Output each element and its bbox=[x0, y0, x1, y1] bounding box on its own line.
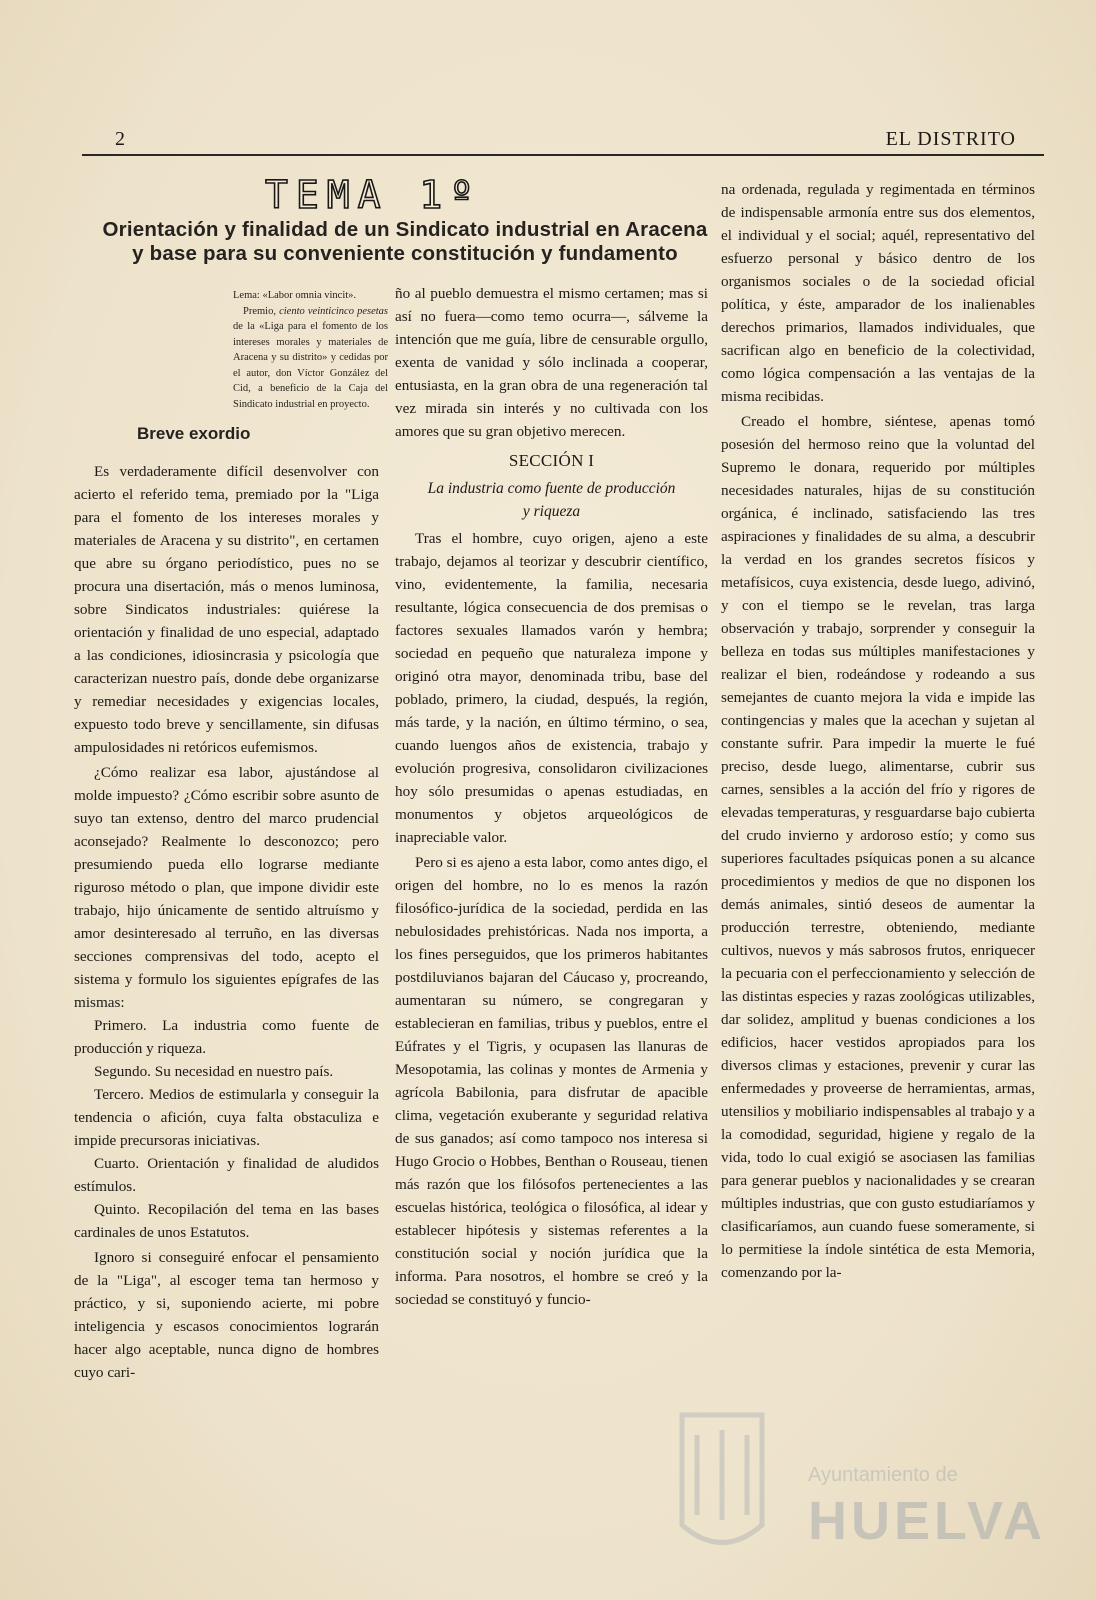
list-item: Primero. La industria como fuente de producción y riqueza. bbox=[74, 1017, 379, 1057]
paragraph: Es verdaderamente difícil desenvolver con acierto el referido tema, premiado por la "Liga para el fomento de los intereses morales y materiales de Aracena y su distrito", en certamen que abre su órgano periodístico, pues no se procura una disertación, más o menos luminosa, sobre Sindicatos industriales: quiérese la orientación y finalidad de uno especial, adaptado a las condiciones, idiosincrasia y psicología que caracterizan nuestro país, donde debe organizarse y remediar necesidades y exigencias locales, expuesto todo breve y sencillamente, sin difusas ampulosidades ni retóricos eufemismos. bbox=[74, 463, 379, 756]
list-item: Cuarto. Orientación y finalidad de aludidos estímulos. bbox=[74, 1155, 379, 1195]
section-subtitle-line1: La industria como fuente de producción bbox=[427, 480, 676, 497]
paragraph: Ignoro si conseguiré enfocar el pensamiento de la "Liga", al escoger tema tan hermoso y práctico, y si, suponiendo acierte, mi pobre inteligencia y escasos conocimientos lograrán hacer algo aceptable, nunca digno de hombres cuyo cari- bbox=[74, 1249, 379, 1381]
article-title-line2: y base para su conveniente constitución y fundamento bbox=[132, 242, 678, 265]
lema-prize bbox=[233, 304, 388, 413]
article-title bbox=[80, 218, 730, 266]
newspaper-name: EL DISTRITO bbox=[885, 128, 1016, 150]
column-3 bbox=[721, 178, 1035, 1284]
column-1 bbox=[74, 460, 379, 1384]
article-title-line1: Orientación y finalidad de un Sindicato industrial en Aracena bbox=[102, 218, 708, 241]
section-subtitle bbox=[395, 477, 708, 523]
watermark-text: HUELVA bbox=[808, 1491, 1046, 1551]
paragraph: Pero si es ajeno a esta labor, como antes digo, el origen del hombre, no lo es menos la razón filosófico-jurídica de la sociedad, perdida en las nebulosidades prehistóricas. Nada nos importa, a los fines perseguidos, que los primeros habitantes postdiluvianos bajaran del Cáucaso y, procreando, aumentaran su número, se congregaran y establecieran en familias, tribus y pueblos, entre el Eúfrates y el Tigris, y ocupasen las llanuras de Mesopotamia, las colinas y montes de Armenia y agrícola Babilonia, para disfrutar de apacible clima, vegetación exuberante y seguridad relativa de sus ganados; así como tampoco nos interesa si Hugo Grocio o Hobbes, Benthan o Rouseau, tienen más razón que los filósofos pertenecientes a las escuelas histórica, teológica o filosófica, al idear y establecer hipótesis y sistemas referentes a la constitución social y noción jurídica que la informa. Para nosotros, el hombre se creó y la sociedad se constituyó y funcio- bbox=[395, 854, 708, 1308]
paragraph: Creado el hombre, siéntese, apenas tomó posesión del hermoso reino que la voluntad del Supremo le donara, requerido por múltiples necesidades naturales, hijas de su constitución orgánica, é inclinado, satisfaciendo las tres aspiraciones y finalidades de su alma, a descubrir la verdad en los grandes secretos físicos y metafísicos, cuya existencia, desde luego, adivinó, y con el tiempo se le revelan, tras larga observación y trabajo, sorprender y conseguir la belleza en todas sus múltiples manifestaciones y realizar el bien, rodeándose y rodeando a sus semejantes de cuanto mejora la vida e impide las contingencias y males que la acechan y sujetan al constante sufrir. Para impedir la muerte le fué preciso, desde luego, alimentarse, cubrir sus carnes, sensibles a la acción del frío y rigores de elevadas temperaturas, y resguardarse bajo cubierta del crudo invierno y ardoroso estío; y como sus superiores facultades psíquicas ponen a su alcance procedimientos y medios de que no disponen los demás animales, sintió deseos de aumentar la producción terrestre, obteniendo, mediante cultivos, nuevos y más sabrosos frutos, enriquecer la pecuaria con el perfeccionamiento y selección de las distintas especies y razas zoológicas utilizables, dar solidez, amplitud y buenas condiciones a los edificios, hacer vestidos apropiados para los diversos climas y estaciones, prevenir y curar las enfermedades y proveerse de herramientas, armas, utensilios y mobiliario indispensables al trabajo y a la comodidad, seguridad, higiene y regalo de la vida, todo lo cual exigió se asociasen las familias para generar pueblos y nacionalidades y se crearan múltiples industrias, que con gusto estudiaríamos y clasificaríamos, aun cuando fuese someramente, si lo permitiese la índole sintética de esta Memoria, comenzando por la- bbox=[721, 413, 1035, 1281]
list-item: Tercero. Medios de estimularla y conseguir la tendencia o afición, cuya falta obstaculiza e impide precursoras iniciativas. bbox=[74, 1086, 379, 1149]
watermark-caption: Ayuntamiento de bbox=[808, 1464, 958, 1486]
header-rule bbox=[82, 154, 1044, 156]
lema-prize-detail: de la «Liga para el fomento de los intereses morales y materiales de Aracena y su distrito» y cedidas por el autor, don Víctor González del Cid, a beneficio de la Caja del Sindicato industrial en proyecto. bbox=[233, 321, 388, 410]
paragraph: na ordenada, regulada y regimentada en términos de indispensable armonía entre sus dos elementos, el individual y el social; aquél, representativo del esfuerzo personal y básico dentro de los organismos sociales o de la sociedad oficial política, y éste, amparador de los inalienables derechos primarios, llamados individuales, que sacrifican algo en beneficio de la colectividad, como lógica compensación a las ventajas de la misma recibidas. bbox=[721, 181, 1035, 405]
section-heading-exordio: Breve exordio bbox=[137, 424, 251, 443]
lema-motto: Lema: «Labor omnia vincit». bbox=[233, 290, 357, 301]
paragraph: ño al pueblo demuestra el mismo certamen; mas si así no fuera—como temo ocurra—, sálveme la intención que me guía, libre de censurable orgullo, exenta de vanidad y sólo inclinada a cooperar, entusiasta, en la gran obra de una regeneración tal vez mirada sin interés y no cultivada con los amores que su gran objetivo merecen. bbox=[395, 285, 708, 440]
list-item: Segundo. Su necesidad en nuestro país. bbox=[94, 1063, 334, 1080]
section-subtitle-line2: y riqueza bbox=[522, 503, 581, 520]
paragraph: ¿Cómo realizar esa labor, ajustándose al molde impuesto? ¿Cómo escribir sobre asunto de suyo tan extenso, dentro del marco prudencial aconsejado? Realmente lo desconozco; pero presumiendo pueda ello lograrse mediante riguroso método o plan, que impone dividir este trabajo, hijo únicamente de sentido altruísmo y amor desinteresado al terruño, en las diversas secciones comprensivas del todo, acepto el sistema y formulo los siguientes epígrafes de las mismas: bbox=[74, 764, 379, 1011]
section-heading: SECCIÓN I bbox=[508, 451, 595, 470]
tema-heading: TEMA 1º bbox=[265, 173, 482, 217]
lema-prize-amount: ciento veinticinco pesetas bbox=[279, 305, 388, 317]
paragraph: Tras el hombre, cuyo origen, ajeno a este trabajo, dejamos al teorizar y descubrir científico, vino, evidentemente, la familia, necesaria resultante, lógica consecuencia de dos premisas o factores sexuales llamados varón y hembra; sociedad en pequeño que naturaleza impone y originó otra mayor, denominada tribu, base del poblado, primero, la ciudad, después, la región, más tarde, y la nación, en último término, o sea, cuando luengos años de existencia, trabajo y evolución progresiva, consolidaron civilizaciones hoy sólo presumidas o apenas estudiadas, en monumentos y objetos arqueológicos de inapreciable valor. bbox=[395, 530, 708, 846]
list-item: Quinto. Recopilación del tema en las bases cardinales de unos Estatutos. bbox=[74, 1201, 379, 1241]
lema-prize-label: Premio, bbox=[243, 305, 276, 317]
lema-note bbox=[233, 288, 388, 412]
column-2 bbox=[395, 282, 708, 1311]
page-number: 2 bbox=[115, 128, 126, 150]
